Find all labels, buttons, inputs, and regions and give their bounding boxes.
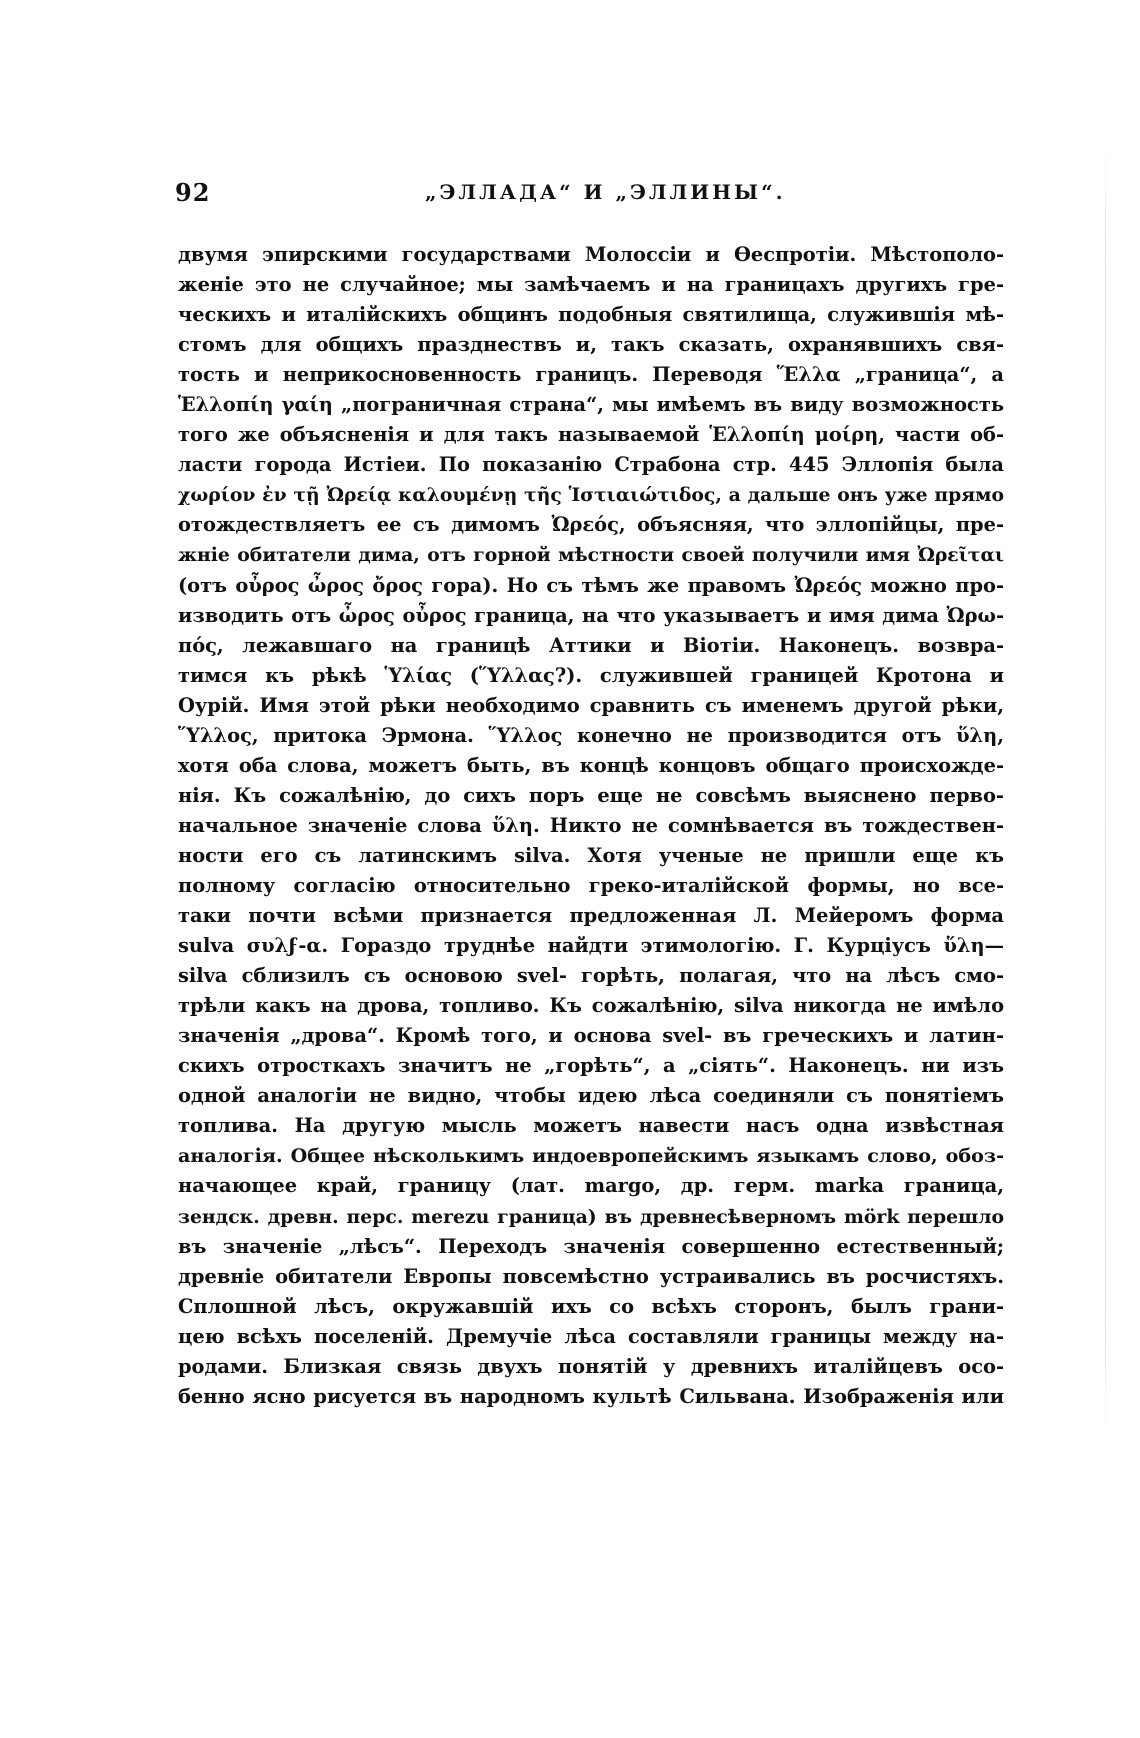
text-line: таки почти всѣми признается предложенная Л. Мейеромъ форма xyxy=(178,904,1004,928)
text-line: начальное значеніе слова ὕλη. Никто не сомнѣвается въ тождествен- xyxy=(178,813,1004,837)
text-line: полному согласію относительно греко-италійской формы, но все- xyxy=(178,873,1004,897)
text-line: ласти города Истіеи. По показанію Страбона стр. 445 Эллопія была xyxy=(178,453,1004,477)
text-line: стомъ для общихъ празднествъ и, такъ сказать, охранявшихъ свя- xyxy=(178,333,1004,357)
text-line: аналогія. Общее нѣсколькимъ индоевропейскимъ языкамъ слово, обоз- xyxy=(178,1144,1004,1168)
text-line: ческихъ и италійскихъ общинъ подобныя святилища, служившія мѣ- xyxy=(178,303,1004,327)
page-number: 92 xyxy=(175,178,211,207)
text-line: Ἑλλοπίη γαίη „пограничная страна“, мы имѣемъ въ виду возможность xyxy=(178,393,1004,417)
text-line: топлива. На другую мысль можетъ навести насъ одна извѣстная xyxy=(178,1114,1004,1138)
text-line: зендск. древн. перс. merezu граница) въ древнесѣверномъ mörk перешло xyxy=(178,1205,1004,1228)
text-line: Ὕλλος, притока Эрмона. Ὕλλος конечно не производится отъ ὕλη, xyxy=(178,723,1004,747)
text-line: значенія „дрова“. Кромѣ того, и основа svel- въ греческихъ и латин- xyxy=(178,1024,1004,1048)
text-line: χωρίον ἐν τῇ Ὠρείᾳ καλουμένῃ τῆς Ἱστιαιώτιδος, а дальше онъ уже прямо xyxy=(178,484,1004,507)
text-line: трѣли какъ на дрова, топливо. Къ сожалѣнію, silva никогда не имѣло xyxy=(178,994,1004,1018)
text-line: хотя оба слова, можетъ быть, въ концѣ концовъ общаго происхожде- xyxy=(178,753,1004,777)
text-line: тимся къ рѣкѣ Ὑλίας (Ὕλλας?). служившей границей Кротона и xyxy=(178,663,1004,687)
text-line: одной аналогіи не видно, чтобы идею лѣса соединяли съ понятіемъ xyxy=(178,1084,1004,1108)
text-line: (отъ οὖρος ὦρος ὄρος гора). Но съ тѣмъ же правомъ Ὠρεός можно про- xyxy=(178,573,1004,597)
page-edge-shadow xyxy=(1105,140,1106,1440)
text-line: начающее край, границу (лат. margo, др. герм. marka граница, xyxy=(178,1174,1004,1198)
text-line: ности его съ латинскимъ silva. Хотя ученые не пришли еще къ xyxy=(178,843,1004,867)
text-line: древніе обитатели Европы повсемѣстно устраивались въ росчистяхъ. xyxy=(178,1264,1004,1288)
text-line: отождествляетъ ее съ димомъ Ὠρεός, объясняя, что эллопійцы, пре- xyxy=(178,513,1004,537)
text-line: нія. Къ сожалѣнію, до сихъ поръ еще не совсѣмъ выяснено перво- xyxy=(178,783,1004,807)
text-line: скихъ отросткахъ значитъ не „горѣть“, а „сіять“. Наконецъ. ни изъ xyxy=(178,1054,1004,1078)
text-line: цею всѣхъ поселеній. Дремучіе лѣса составляли границы между на- xyxy=(178,1324,1004,1348)
text-line: πός, лежавшаго на границѣ Аттики и Віотіи. Наконецъ. возвра- xyxy=(178,633,1004,657)
text-line: Оурій. Имя этой рѣки необходимо сравнить съ именемъ другой рѣки, xyxy=(178,693,1004,717)
text-line: изводить отъ ὦρος οὖρος граница, на что указываетъ и имя дима Ὠρω- xyxy=(178,603,1004,627)
text-line: silva сблизилъ съ основою svel- горѣть, полагая, что на лѣсъ смо- xyxy=(178,964,1004,988)
text-line: Сплошной лѣсъ, окружавшій ихъ со всѣхъ сторонъ, былъ грани- xyxy=(178,1294,1004,1318)
body-text xyxy=(178,240,1004,1412)
text-line: въ значеніе „лѣсъ“. Переходъ значенія совершенно естественный; xyxy=(178,1234,1004,1258)
text-line: родами. Близкая связь двухъ понятій у древнихъ италійцевъ осо- xyxy=(178,1354,1004,1378)
text-line: двумя эпирскими государствами Молоссіи и Ѳеспротіи. Мѣстополо- xyxy=(178,243,1004,266)
text-line: тость и неприкосновенность границъ. Переводя Ἕλλα „граница“, а xyxy=(178,363,1004,387)
running-title: „ЭЛЛАДА“ И „ЭЛЛИНЫ“. xyxy=(425,180,786,204)
page-header xyxy=(175,178,1005,218)
text-line: sulva συλϝ-α. Гораздо труднѣе найдти этимологію. Г. Курціусъ ὕλη— xyxy=(178,934,1004,958)
text-line: бенно ясно рисуется въ народномъ культѣ Сильвана. Изображенія или xyxy=(178,1384,1004,1408)
text-line: женіе это не случайное; мы замѣчаемъ и на границахъ другихъ гре- xyxy=(178,273,1004,297)
text-line: того же объясненія и для такъ называемой Ἑλλοπίη μοίρη, части об- xyxy=(178,423,1004,447)
text-line: жніе обитатели дима, отъ горной мѣстности своей получили имя Ὠρεῖται xyxy=(178,544,1004,567)
